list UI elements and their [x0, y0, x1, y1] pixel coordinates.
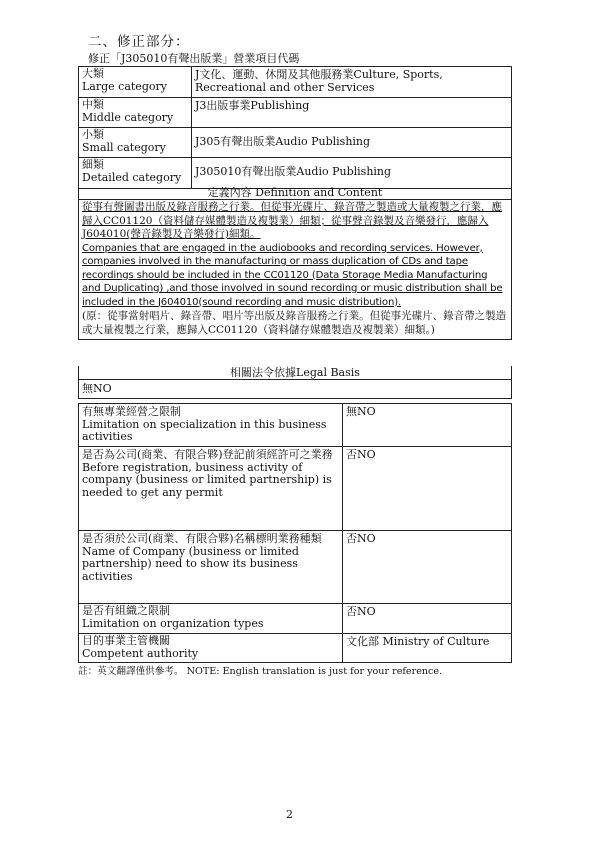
attribute-label: 目的事業主管機關 Competent authority [79, 634, 343, 662]
category-table [78, 66, 512, 189]
attribute-row [79, 604, 511, 634]
attribute-label: 是否有組織之限制 Limitation on organization types [79, 604, 343, 633]
attribute-row [79, 404, 511, 447]
definition-en-revised: Companies that are engaged in the audiobooks and recording services. However, companies involved in the manufacturing or mass duplication of CDs and tape recordings should be included in the CC01120 (Data Storage Media Manufacturing and Duplicating) ,and those involved in sound recording or music distribution shall be included in the J604010(sound recording and music distribution). [82, 242, 503, 308]
attributes-table [78, 403, 512, 663]
attribute-row [79, 634, 511, 662]
category-label [79, 128, 192, 157]
definition-original: (原：從事當射唱片、錄音帶、唱片等出版及錄音服務之行業。但從事光碟片、錄音帶之製造或大量複製之行業，應歸入CC01120（資料儲存媒體製造及複製業）細類。) [82, 310, 507, 336]
category-value: J3出版事業Publishing [195, 99, 310, 112]
attribute-label: 是否須於公司(商業、有限合夥)名稱標明業務種類 Name of Company (business or limited partnership) need to show its business activities [79, 531, 343, 603]
attribute-label: 是否為公司(商業、有限合夥)登記前須經許可之業務 Before registration, business activity of company (business or limited partnership) is needed to get any permit [79, 447, 343, 530]
category-label-zh: 中類 [82, 98, 104, 111]
legal-basis-block [78, 366, 512, 399]
category-label-en: Detailed category [82, 171, 182, 184]
category-row-middle [79, 98, 511, 128]
category-label [79, 98, 192, 127]
page-number: 2 [286, 808, 293, 821]
category-row-detailed [79, 158, 511, 188]
category-label [79, 67, 192, 97]
section-heading: 二、修正部分： [88, 34, 190, 50]
definition-block [78, 186, 512, 340]
legal-basis-value: 無NO [82, 382, 112, 395]
category-label-zh: 大類 [82, 67, 104, 80]
attribute-value: 文化部 Ministry of Culture [346, 635, 490, 648]
table-caption: 修正「J305010有聲出版業」營業項目代碼 [88, 52, 300, 65]
footnote: 註：英文翻譯僅供參考。 NOTE: English translation is just for your reference. [78, 666, 443, 677]
category-value: J305010有聲出版業Audio Publishing [195, 165, 392, 178]
attribute-value: 無NO [346, 405, 376, 418]
category-row-small [79, 128, 511, 158]
attribute-row [79, 531, 511, 604]
category-label-en: Middle category [82, 111, 174, 124]
attribute-value: 否NO [346, 532, 376, 545]
attribute-value: 否NO [346, 448, 376, 461]
category-label-en: Small category [82, 141, 166, 154]
category-label-zh: 小類 [82, 128, 104, 141]
attribute-label: 有無專業經營之限制 Limitation on specialization in this business activities [79, 404, 343, 446]
category-label [79, 158, 192, 188]
attribute-value: 否NO [346, 605, 376, 618]
category-label-en: Large category [82, 80, 167, 93]
definition-title: 定義內容 Definition and Content [79, 186, 511, 200]
category-value: J305有聲出版業Audio Publishing [195, 135, 371, 148]
attribute-row [79, 447, 511, 531]
legal-basis-title: 相關法令依據Legal Basis [79, 366, 511, 380]
category-row-large [79, 67, 511, 98]
definition-zh-revised: 從事有聲圖書出版及錄音服務之行業。但從事光碟片、錄音帶之製造或大量複製之行業，應歸入CC01120（資料儲存媒體製造及複製業）細類；從事聲音錄製及音樂發行，應歸入J604010(聲音錄製及音樂發行)細類。 [82, 201, 502, 240]
category-value: J文化、運動、休閒及其他服務業Culture, Sports, Recreational and other Services [195, 68, 443, 94]
category-label-zh: 細類 [82, 158, 104, 171]
